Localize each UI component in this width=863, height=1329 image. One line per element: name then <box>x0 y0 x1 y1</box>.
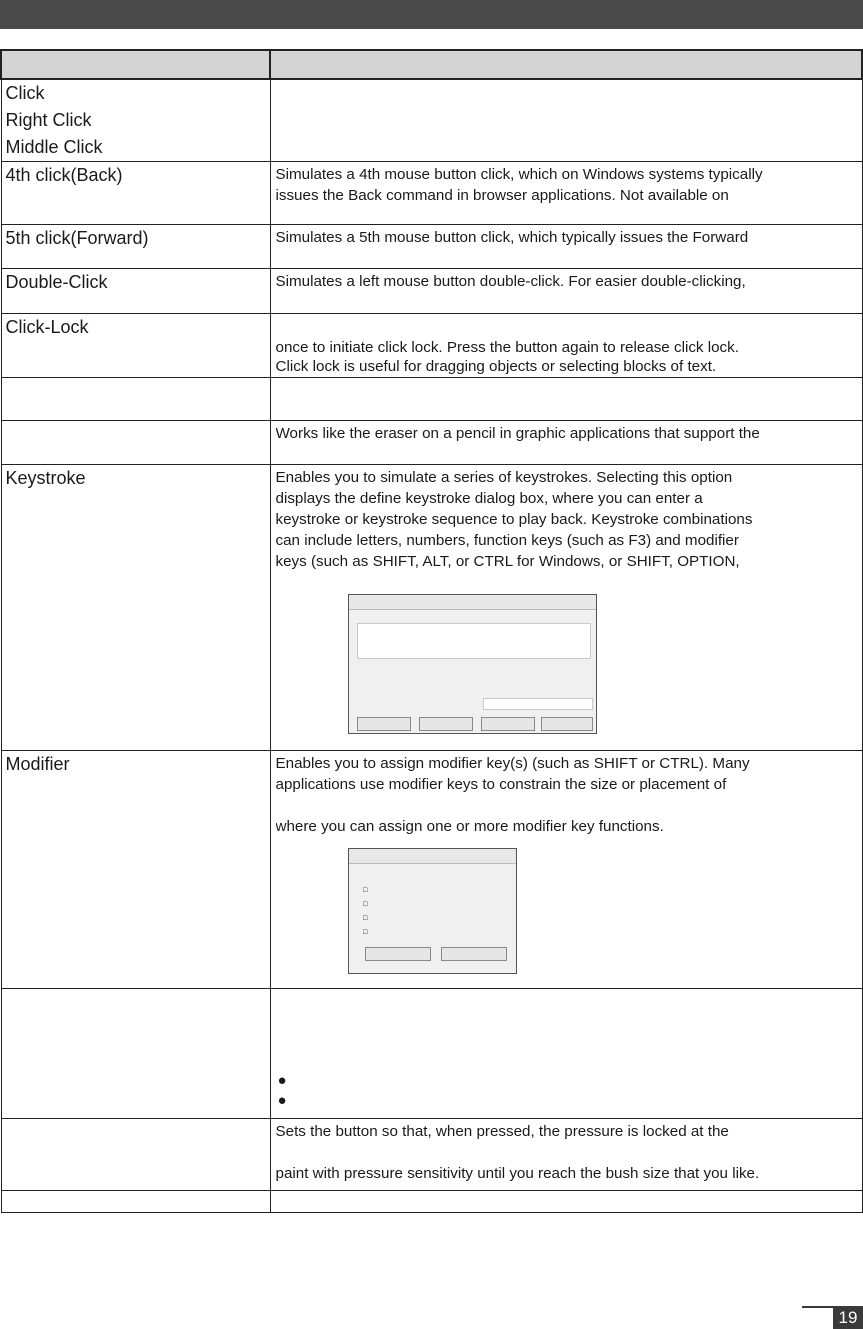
description-line: Enables you to simulate a series of keystrokes. Selecting this option <box>275 469 733 486</box>
table-row <box>1 378 862 421</box>
function-description <box>270 989 862 1119</box>
description-line: Simulates a 5th mouse button click, which typically issues the Forward <box>275 229 749 246</box>
function-label <box>1 314 270 378</box>
table-row <box>1 421 862 465</box>
description-line: Enables you to assign modifier key(s) (such as SHIFT or CTRL). Many <box>275 755 750 772</box>
special-dropdown <box>483 698 593 710</box>
table-row <box>1 314 862 378</box>
description-gap <box>276 316 858 337</box>
function-label <box>1 162 270 225</box>
dialog-titlebar <box>349 595 596 610</box>
table-row <box>1 751 862 989</box>
table-row <box>1 1119 862 1191</box>
ok-button <box>441 947 507 961</box>
cancel-button <box>481 717 535 731</box>
function-description <box>270 465 862 751</box>
function-description <box>270 1191 862 1213</box>
description-line: keys (such as SHIFT, ALT, or CTRL for Windows, or SHIFT, OPTION, <box>275 553 740 570</box>
label-line: Double-Click <box>5 272 108 292</box>
description-line: Simulates a left mouse button double-click. For easier double-clicking, <box>275 273 746 290</box>
table-header-row <box>1 50 862 79</box>
bullet-point: ● <box>277 1092 287 1109</box>
function-label <box>1 421 270 465</box>
table-row <box>1 79 862 162</box>
page-number-rule <box>802 1306 833 1308</box>
checkbox-ctrl: ☐ <box>362 916 368 922</box>
description-line: Works like the eraser on a pencil in graphic applications that support the <box>275 425 760 442</box>
table-row <box>1 1191 862 1213</box>
label-line: Click <box>5 83 45 103</box>
description-line: keystroke or keystroke sequence to play back. Keystroke combinations <box>275 511 753 528</box>
ok-button <box>541 717 593 731</box>
function-description <box>270 751 862 989</box>
header-cell-description <box>270 50 862 79</box>
function-label <box>1 465 270 751</box>
function-description <box>270 314 862 378</box>
page-number: 19 <box>833 1306 863 1329</box>
description-gap <box>276 1142 858 1163</box>
function-label <box>1 751 270 989</box>
table-row <box>1 269 862 314</box>
function-description <box>270 225 862 269</box>
function-label <box>1 225 270 269</box>
table-row <box>1 162 862 225</box>
label-line: Keystroke <box>5 468 86 488</box>
checkbox-shift: ☐ <box>362 888 368 894</box>
description-gap <box>276 991 858 1071</box>
function-description <box>270 79 862 162</box>
description-line: where you can assign one or more modifier key functions. <box>275 818 664 835</box>
function-label <box>1 989 270 1119</box>
label-line: Click-Lock <box>5 317 89 337</box>
checkbox-click: ☐ <box>362 930 368 936</box>
description-line: Simulates a 4th mouse button click, which on Windows systems typically <box>275 166 763 183</box>
description-line: displays the define keystroke dialog box, where you can enter a <box>275 490 703 507</box>
label-line: 4th click(Back) <box>5 165 123 185</box>
label-line: Modifier <box>5 754 70 774</box>
bullet-point: ● <box>277 1072 287 1089</box>
function-label <box>1 378 270 421</box>
description-line: paint with pressure sensitivity until you reach the bush size that you like. <box>275 1165 760 1182</box>
function-description <box>270 162 862 225</box>
table-row <box>1 225 862 269</box>
define-keystroke-dialog-image <box>348 594 597 734</box>
top-banner <box>0 0 863 29</box>
description-line: applications use modifier keys to constrain the size or placement of <box>275 776 727 793</box>
header-cell-function <box>1 50 270 79</box>
button-function-table <box>0 49 861 1213</box>
label-line: 5th click(Forward) <box>5 228 149 248</box>
function-label <box>1 79 270 162</box>
label-line: Middle Click <box>5 137 103 157</box>
table-row <box>1 465 862 751</box>
table-row <box>1 989 862 1119</box>
cancel-button <box>365 947 431 961</box>
function-description <box>270 421 862 465</box>
description-line: Sets the button so that, when pressed, the pressure is locked at the <box>275 1123 729 1140</box>
description-line: issues the Back command in browser applications. Not available on <box>275 187 729 204</box>
description-line: once to initiate click lock. Press the button again to release click lock. <box>275 339 739 356</box>
clear-button <box>357 717 411 731</box>
function-description <box>270 378 862 421</box>
delete-button <box>419 717 473 731</box>
define-modifier-dialog-image <box>348 848 517 974</box>
function-description <box>270 269 862 314</box>
checkbox-alt: ☐ <box>362 902 368 908</box>
keystroke-entry-field <box>357 623 591 659</box>
description-gap <box>276 795 858 816</box>
description-line: can include letters, numbers, function keys (such as F3) and modifier <box>275 532 739 549</box>
function-label <box>1 1191 270 1213</box>
function-label <box>1 1119 270 1191</box>
label-line: Right Click <box>5 110 92 130</box>
dialog-titlebar <box>349 849 516 864</box>
function-description <box>270 1119 862 1191</box>
description-line: Click lock is useful for dragging objects or selecting blocks of text. <box>275 358 717 375</box>
function-label <box>1 269 270 314</box>
